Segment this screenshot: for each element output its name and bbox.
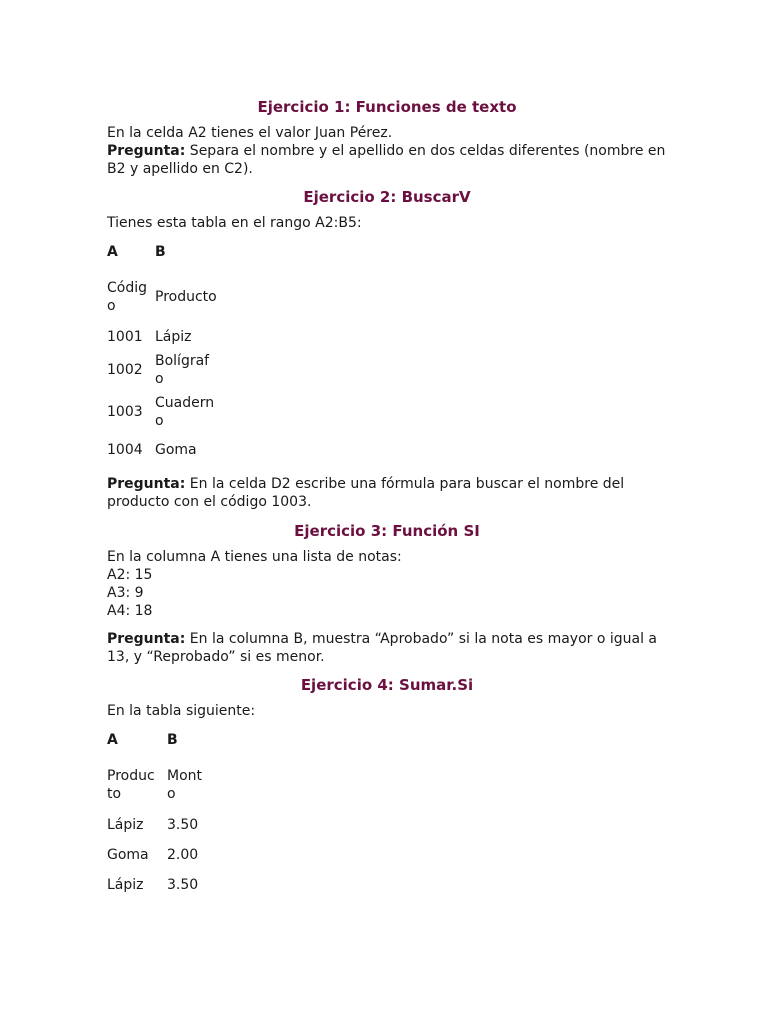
table-cell: Producto bbox=[107, 768, 155, 802]
table-header-row bbox=[107, 243, 217, 272]
table-cell: Producto bbox=[155, 289, 217, 305]
table-cell: 2.00 bbox=[167, 847, 199, 863]
table-cell: 3.50 bbox=[167, 817, 199, 833]
table-cell: Bolígrafo bbox=[155, 353, 210, 387]
grade-line: A3: 9 bbox=[107, 585, 144, 601]
table-row bbox=[107, 840, 203, 870]
exercise-1-question bbox=[107, 142, 667, 178]
table-cell: Monto bbox=[167, 768, 203, 802]
table-cell: 1002 bbox=[107, 362, 143, 378]
table-header-row bbox=[107, 731, 203, 760]
exercise-3-question bbox=[107, 630, 667, 666]
lookup-table bbox=[107, 243, 217, 465]
exercise-2-title: Ejercicio 2: BuscarV bbox=[303, 188, 471, 206]
table-row bbox=[107, 870, 203, 900]
table-row bbox=[107, 388, 217, 435]
question-label: Pregunta: bbox=[107, 143, 186, 159]
table-header-cell: A bbox=[107, 244, 118, 260]
table-header-cell: B bbox=[155, 244, 166, 260]
grade-line: A4: 18 bbox=[107, 603, 153, 619]
table-cell: 1003 bbox=[107, 403, 143, 420]
table-cell: 1001 bbox=[107, 329, 143, 345]
exercise-1-text: En la celda A2 tienes el valor Juan Pérez. bbox=[107, 125, 393, 141]
table-row bbox=[107, 352, 217, 388]
table-cell: Código bbox=[107, 280, 148, 314]
table-cell: 3.50 bbox=[167, 877, 199, 893]
exercise-3-title: Ejercicio 3: Función SI bbox=[294, 522, 480, 540]
exercise-3-intro: En la columna A tienes una lista de notas: bbox=[107, 549, 402, 565]
grade-line: A2: 15 bbox=[107, 567, 153, 583]
question-label: Pregunta: bbox=[107, 631, 186, 647]
table-row bbox=[107, 760, 203, 810]
table-cell: Lápiz bbox=[107, 877, 144, 893]
exercise-4-intro: En la tabla siguiente: bbox=[107, 703, 256, 719]
table-cell: Cuaderno bbox=[155, 394, 215, 429]
table-row bbox=[107, 272, 217, 322]
exercise-1-title: Ejercicio 1: Funciones de texto bbox=[257, 98, 517, 116]
question-label: Pregunta: bbox=[107, 476, 186, 492]
table-cell: Goma bbox=[107, 847, 149, 863]
exercise-4-title: Ejercicio 4: Sumar.Si bbox=[300, 676, 474, 694]
question-text: Separa el nombre y el apellido en dos celdas diferentes (nombre en B2 y apellido en C2). bbox=[107, 143, 666, 177]
table-row bbox=[107, 435, 217, 465]
table-header-cell: B bbox=[167, 732, 178, 748]
question-text: En la celda D2 escribe una fórmula para buscar el nombre del producto con el código 1003. bbox=[107, 476, 625, 510]
table-row bbox=[107, 322, 217, 352]
sum-table bbox=[107, 731, 203, 900]
exercise-2-intro: Tienes esta tabla en el rango A2:B5: bbox=[107, 215, 362, 231]
table-cell: Goma bbox=[155, 442, 197, 458]
table-cell: 1004 bbox=[107, 442, 143, 458]
table-cell: Lápiz bbox=[107, 817, 144, 833]
exercise-2-question bbox=[107, 475, 667, 511]
document-page bbox=[107, 96, 667, 900]
table-row bbox=[107, 810, 203, 840]
question-text: En la columna B, muestra “Aprobado” si la nota es mayor o igual a 13, y “Reprobado” si es menor. bbox=[107, 631, 658, 665]
table-header-cell: A bbox=[107, 732, 118, 748]
table-cell: Lápiz bbox=[155, 329, 192, 345]
